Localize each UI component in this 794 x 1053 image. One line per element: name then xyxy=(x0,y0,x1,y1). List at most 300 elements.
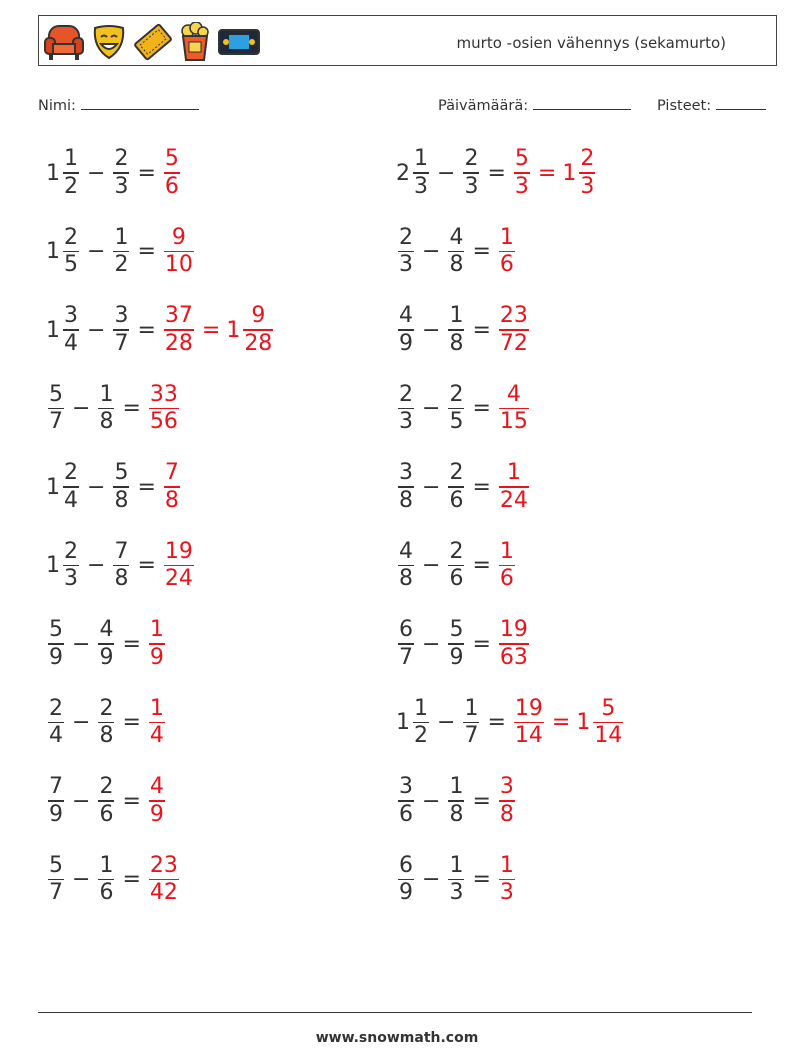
date-field[interactable] xyxy=(438,95,631,114)
armchair-icon xyxy=(43,22,85,62)
answer-numerator: 3 xyxy=(499,774,514,800)
minus-sign: − xyxy=(422,867,441,892)
minus-sign: − xyxy=(422,317,441,343)
subtrahend-denominator: 7 xyxy=(464,723,479,749)
answer-fraction xyxy=(499,460,529,514)
date-blank[interactable] xyxy=(533,95,631,110)
mixed-answer-denominator: 14 xyxy=(594,723,623,749)
minuend-denominator: 3 xyxy=(399,409,413,435)
problem-item xyxy=(46,379,181,439)
minus-sign: − xyxy=(87,474,106,500)
minus-sign: − xyxy=(87,239,106,264)
subtrahend-numerator: 1 xyxy=(464,695,479,721)
answer-fraction xyxy=(149,617,165,671)
vhs-tape-icon xyxy=(217,22,261,62)
name-label: Nimi: xyxy=(38,98,76,114)
answer xyxy=(162,225,196,279)
subtrahend-denominator: 8 xyxy=(114,566,129,592)
problem-item xyxy=(46,693,167,753)
minuend-fraction xyxy=(63,460,79,514)
minus-sign: − xyxy=(422,474,441,500)
answer-numerator: 19 xyxy=(164,538,193,564)
subtrahend-numerator: 2 xyxy=(449,460,464,486)
minuend-denominator: 8 xyxy=(399,487,413,513)
minuend-fraction xyxy=(398,774,414,828)
equals-sign: = xyxy=(472,553,491,578)
equals-sign: = xyxy=(472,239,491,264)
minuend-numerator: 7 xyxy=(49,774,63,800)
answer-denominator: 8 xyxy=(164,487,179,513)
minuend-numerator: 1 xyxy=(414,695,428,721)
minuend-fraction xyxy=(398,617,414,671)
minuend-fraction xyxy=(398,303,414,357)
mixed-answer-numerator: 9 xyxy=(251,303,266,329)
subtrahend-numerator: 5 xyxy=(449,617,464,643)
subtrahend-denominator: 6 xyxy=(99,880,114,906)
minuend-denominator: 4 xyxy=(64,330,78,356)
mixed-answer-denominator: 3 xyxy=(580,173,595,199)
subtrahend-numerator: 4 xyxy=(99,617,114,643)
equals-sign: = xyxy=(137,474,156,500)
problem-item xyxy=(396,536,517,596)
subtrahend-denominator: 5 xyxy=(449,409,464,435)
minuend-numerator: 5 xyxy=(49,381,63,407)
equals-sign: = xyxy=(472,474,491,500)
equals-sign: = xyxy=(137,317,156,343)
mixed-answer-whole: 1 xyxy=(576,710,591,735)
subtrahend-denominator: 9 xyxy=(449,644,464,670)
problem-item xyxy=(46,614,167,674)
answer-denominator: 56 xyxy=(149,409,178,435)
minuend-numerator: 5 xyxy=(49,617,63,643)
problem-item xyxy=(396,771,517,831)
minuend-denominator: 2 xyxy=(414,723,428,749)
minus-sign: − xyxy=(72,788,91,814)
subtrahend-fraction xyxy=(113,146,129,200)
minuend-whole: 2 xyxy=(396,160,410,186)
equals-sign: = xyxy=(472,631,491,657)
subtrahend-fraction xyxy=(448,774,464,828)
mixed-answer-whole: 1 xyxy=(562,160,577,186)
minuend-fraction xyxy=(48,853,64,907)
subtrahend-fraction xyxy=(98,382,114,436)
answer xyxy=(497,853,517,907)
minuend-denominator: 4 xyxy=(49,723,63,749)
answer-fraction xyxy=(499,225,515,279)
minuend-numerator: 5 xyxy=(49,852,63,878)
answer-fraction xyxy=(164,303,194,357)
answer xyxy=(147,774,167,828)
answer-denominator: 24 xyxy=(164,566,193,592)
answer-denominator: 8 xyxy=(499,801,514,827)
minuend-fraction xyxy=(63,303,79,357)
subtrahend-numerator: 7 xyxy=(114,538,129,564)
worksheet-title: murto -osien vähennys (sekamurto) xyxy=(456,34,726,52)
minuend-fraction xyxy=(63,539,79,593)
problem-item xyxy=(396,300,531,360)
minus-sign: − xyxy=(72,631,91,657)
minuend-numerator: 2 xyxy=(64,538,78,564)
minuend-fraction xyxy=(413,696,429,750)
answer-denominator: 4 xyxy=(149,723,164,749)
minuend-fraction xyxy=(48,774,64,828)
answer xyxy=(497,774,517,828)
equals-sign: = xyxy=(122,631,141,657)
minuend-denominator: 7 xyxy=(49,880,63,906)
minus-sign: − xyxy=(87,553,106,578)
equals-sign: = xyxy=(472,396,491,421)
minuend-denominator: 4 xyxy=(64,487,78,513)
subtrahend-denominator: 3 xyxy=(449,880,464,906)
answer-numerator: 19 xyxy=(514,695,543,721)
minuend-numerator: 3 xyxy=(399,460,413,486)
minuend-denominator: 9 xyxy=(49,644,63,670)
answer xyxy=(147,853,181,907)
answer xyxy=(512,696,625,750)
minuend-numerator: 6 xyxy=(399,617,413,643)
equals-sign: = xyxy=(472,317,491,343)
answer-fraction xyxy=(164,460,180,514)
subtrahend-denominator: 6 xyxy=(449,487,464,513)
answer-denominator: 72 xyxy=(499,330,528,356)
minuend-denominator: 6 xyxy=(399,801,413,827)
problem-item xyxy=(396,693,625,753)
minus-sign: − xyxy=(87,160,106,186)
minus-sign: − xyxy=(422,396,441,421)
answer-numerator: 23 xyxy=(149,852,178,878)
minuend-whole: 1 xyxy=(396,710,410,735)
minuend-denominator: 2 xyxy=(64,173,78,199)
subtrahend-numerator: 2 xyxy=(464,146,479,172)
answer-numerator: 37 xyxy=(164,303,193,329)
mixed-answer-fraction xyxy=(579,146,595,200)
subtrahend-denominator: 3 xyxy=(464,173,479,199)
minuend-denominator: 9 xyxy=(399,330,413,356)
problem-item xyxy=(46,457,182,517)
subtrahend-fraction xyxy=(448,225,464,279)
subtrahend-denominator: 9 xyxy=(99,644,114,670)
minuend-numerator: 2 xyxy=(64,224,78,250)
answer-numerator: 5 xyxy=(164,146,179,172)
subtrahend-numerator: 2 xyxy=(449,381,464,407)
subtrahend-fraction xyxy=(113,460,129,514)
equals-sign: = xyxy=(472,867,491,892)
answer-denominator: 24 xyxy=(499,487,528,513)
answer-fraction xyxy=(164,146,180,200)
answer xyxy=(497,382,531,436)
subtrahend-fraction xyxy=(113,539,129,593)
answer-fraction xyxy=(164,225,194,279)
answer-numerator: 7 xyxy=(164,460,179,486)
answer-equals-sign: = xyxy=(551,710,571,735)
minuend-fraction xyxy=(398,225,414,279)
minuend-whole: 1 xyxy=(46,239,60,264)
subtrahend-fraction xyxy=(98,696,114,750)
date-label: Päivämäärä: xyxy=(438,98,529,114)
answer-denominator: 28 xyxy=(164,330,193,356)
answer-fraction xyxy=(499,617,529,671)
mixed-answer-fraction xyxy=(593,696,623,750)
minuend-numerator: 2 xyxy=(49,695,63,721)
answer-equals-sign: = xyxy=(537,160,557,186)
answer xyxy=(147,696,167,750)
subtrahend-fraction xyxy=(113,303,129,357)
equals-sign: = xyxy=(137,553,156,578)
answer-numerator: 5 xyxy=(514,146,529,172)
answer xyxy=(162,460,182,514)
problem-item xyxy=(46,222,196,282)
minuend-denominator: 9 xyxy=(399,880,413,906)
subtrahend-fraction xyxy=(98,774,114,828)
subtrahend-numerator: 2 xyxy=(99,774,114,800)
minuend-denominator: 7 xyxy=(399,644,413,670)
mixed-answer-numerator: 5 xyxy=(601,695,616,721)
problem-item xyxy=(396,143,597,203)
footer-url: www.snowmath.com xyxy=(315,1030,479,1046)
answer-numerator: 23 xyxy=(499,303,528,329)
answer-denominator: 3 xyxy=(514,173,529,199)
minuend-fraction xyxy=(48,696,64,750)
problem-item xyxy=(396,457,531,517)
subtrahend-fraction xyxy=(463,146,479,200)
equals-sign: = xyxy=(122,396,141,421)
answer-fraction xyxy=(149,774,165,828)
problem-item xyxy=(46,300,275,360)
minuend-numerator: 1 xyxy=(64,146,78,172)
subtrahend-denominator: 8 xyxy=(99,723,114,749)
equals-sign: = xyxy=(137,160,156,186)
mixed-answer-denominator: 28 xyxy=(244,330,273,356)
equals-sign: = xyxy=(122,710,141,735)
answer-denominator: 15 xyxy=(499,409,528,435)
minuend-numerator: 2 xyxy=(64,460,78,486)
mixed-answer-fraction xyxy=(243,303,273,357)
popcorn-icon xyxy=(177,22,213,62)
subtrahend-denominator: 8 xyxy=(449,330,464,356)
minuend-numerator: 1 xyxy=(414,146,428,172)
answer-fraction xyxy=(499,539,515,593)
answer xyxy=(497,303,531,357)
subtrahend-numerator: 2 xyxy=(99,695,114,721)
subtrahend-fraction xyxy=(98,853,114,907)
equals-sign: = xyxy=(472,788,491,814)
minus-sign: − xyxy=(422,631,441,657)
subtrahend-numerator: 1 xyxy=(449,303,464,329)
subtrahend-denominator: 8 xyxy=(99,409,114,435)
subtrahend-fraction xyxy=(448,853,464,907)
equals-sign: = xyxy=(137,239,156,264)
minus-sign: − xyxy=(422,788,441,814)
subtrahend-numerator: 1 xyxy=(449,852,464,878)
name-field[interactable] xyxy=(38,95,199,114)
subtrahend-denominator: 8 xyxy=(449,252,464,278)
minus-sign: − xyxy=(437,160,456,186)
minus-sign: − xyxy=(72,396,91,421)
minuend-denominator: 9 xyxy=(49,801,63,827)
subtrahend-denominator: 8 xyxy=(449,801,464,827)
equals-sign: = xyxy=(487,160,506,186)
minus-sign: − xyxy=(87,317,106,343)
subtrahend-fraction xyxy=(113,225,129,279)
answer-equals-sign: = xyxy=(201,317,221,343)
subtrahend-numerator: 3 xyxy=(114,303,129,329)
score-field[interactable] xyxy=(657,95,766,114)
answer-fraction xyxy=(499,774,515,828)
answer-denominator: 9 xyxy=(149,801,164,827)
subtrahend-fraction xyxy=(448,460,464,514)
answer-numerator: 1 xyxy=(149,695,164,721)
subtrahend-fraction xyxy=(98,617,114,671)
subtrahend-denominator: 2 xyxy=(114,252,129,278)
minuend-whole: 1 xyxy=(46,474,60,500)
answer-denominator: 3 xyxy=(499,880,514,906)
subtrahend-numerator: 1 xyxy=(114,224,129,250)
minuend-numerator: 4 xyxy=(399,303,413,329)
problem-item xyxy=(46,536,196,596)
answer xyxy=(162,303,275,357)
answer-numerator: 1 xyxy=(149,617,164,643)
answer xyxy=(147,382,181,436)
answer xyxy=(162,146,182,200)
subtrahend-numerator: 5 xyxy=(114,460,129,486)
subtrahend-denominator: 7 xyxy=(114,330,129,356)
problem-item xyxy=(46,143,182,203)
problem-item xyxy=(396,222,517,282)
theater-masks-icon xyxy=(89,22,129,62)
subtrahend-denominator: 3 xyxy=(114,173,129,199)
answer-fraction xyxy=(149,853,179,907)
minuend-denominator: 3 xyxy=(64,566,78,592)
answer-fraction xyxy=(164,539,194,593)
answer-numerator: 4 xyxy=(149,774,164,800)
subtrahend-numerator: 2 xyxy=(449,538,464,564)
subtrahend-fraction xyxy=(448,303,464,357)
minuend-numerator: 3 xyxy=(64,303,78,329)
minuend-whole: 1 xyxy=(46,160,60,186)
subtrahend-fraction xyxy=(448,617,464,671)
minuend-fraction xyxy=(48,617,64,671)
cinema-ticket-icon xyxy=(133,22,173,62)
minus-sign: − xyxy=(72,867,91,892)
problem-item xyxy=(396,850,517,910)
minuend-fraction xyxy=(398,853,414,907)
minuend-denominator: 3 xyxy=(399,252,413,278)
answer-numerator: 4 xyxy=(506,381,521,407)
subtrahend-fraction xyxy=(463,696,479,750)
answer-numerator: 33 xyxy=(149,381,178,407)
worksheet-header xyxy=(38,15,777,66)
answer-numerator: 1 xyxy=(499,852,514,878)
answer-fraction xyxy=(514,696,544,750)
minus-sign: − xyxy=(422,553,441,578)
answer-fraction xyxy=(149,696,165,750)
answer xyxy=(147,617,167,671)
answer-denominator: 9 xyxy=(149,644,164,670)
minuend-numerator: 2 xyxy=(399,381,413,407)
minuend-numerator: 3 xyxy=(399,774,413,800)
subtrahend-denominator: 6 xyxy=(449,566,464,592)
subtrahend-numerator: 1 xyxy=(449,774,464,800)
answer xyxy=(162,539,196,593)
equals-sign: = xyxy=(122,867,141,892)
name-blank[interactable] xyxy=(81,95,199,110)
minuend-fraction xyxy=(398,460,414,514)
subtrahend-numerator: 4 xyxy=(449,224,464,250)
answer-numerator: 1 xyxy=(499,538,514,564)
problem-item xyxy=(46,771,167,831)
mixed-answer-whole: 1 xyxy=(226,317,241,343)
problem-item xyxy=(396,614,531,674)
subtrahend-numerator: 1 xyxy=(99,852,114,878)
header-icons xyxy=(43,21,261,63)
subtrahend-denominator: 8 xyxy=(114,487,129,513)
subtrahend-denominator: 6 xyxy=(99,801,114,827)
answer-numerator: 1 xyxy=(499,224,514,250)
answer-fraction xyxy=(514,146,530,200)
answer-fraction xyxy=(149,382,179,436)
answer-denominator: 63 xyxy=(499,644,528,670)
answer xyxy=(512,146,597,200)
subtrahend-fraction xyxy=(448,382,464,436)
answer xyxy=(497,617,531,671)
answer xyxy=(497,460,531,514)
answer-denominator: 6 xyxy=(164,173,179,199)
minuend-whole: 1 xyxy=(46,553,60,578)
minuend-numerator: 4 xyxy=(399,538,413,564)
score-label: Pisteet: xyxy=(657,98,712,114)
minuend-fraction xyxy=(63,225,79,279)
answer-numerator: 1 xyxy=(506,460,521,486)
minuend-fraction xyxy=(398,382,414,436)
answer-denominator: 14 xyxy=(514,723,543,749)
subtrahend-numerator: 2 xyxy=(114,146,129,172)
answer xyxy=(497,225,517,279)
minus-sign: − xyxy=(72,710,91,735)
minuend-fraction xyxy=(413,146,429,200)
answer-denominator: 6 xyxy=(499,252,514,278)
answer-denominator: 42 xyxy=(149,880,178,906)
answer-numerator: 9 xyxy=(171,224,186,250)
minuend-fraction xyxy=(63,146,79,200)
minuend-fraction xyxy=(48,382,64,436)
minus-sign: − xyxy=(437,710,456,735)
minus-sign: − xyxy=(422,239,441,264)
answer-denominator: 10 xyxy=(164,252,193,278)
equals-sign: = xyxy=(122,788,141,814)
minuend-fraction xyxy=(398,539,414,593)
minuend-denominator: 8 xyxy=(399,566,413,592)
subtrahend-fraction xyxy=(448,539,464,593)
subtrahend-numerator: 1 xyxy=(99,381,114,407)
answer-denominator: 6 xyxy=(499,566,514,592)
problem-item xyxy=(396,379,531,439)
answer-numerator: 19 xyxy=(499,617,528,643)
answer-fraction xyxy=(499,382,529,436)
minuend-numerator: 6 xyxy=(399,852,413,878)
equals-sign: = xyxy=(487,710,506,735)
minuend-whole: 1 xyxy=(46,317,60,343)
mixed-answer-numerator: 2 xyxy=(580,146,595,172)
minuend-denominator: 7 xyxy=(49,409,63,435)
score-blank[interactable] xyxy=(716,95,766,110)
minuend-denominator: 3 xyxy=(414,173,428,199)
answer-fraction xyxy=(499,303,529,357)
minuend-numerator: 2 xyxy=(399,224,413,250)
problem-item xyxy=(46,850,181,910)
answer-fraction xyxy=(499,853,515,907)
answer xyxy=(497,539,517,593)
minuend-denominator: 5 xyxy=(64,252,78,278)
